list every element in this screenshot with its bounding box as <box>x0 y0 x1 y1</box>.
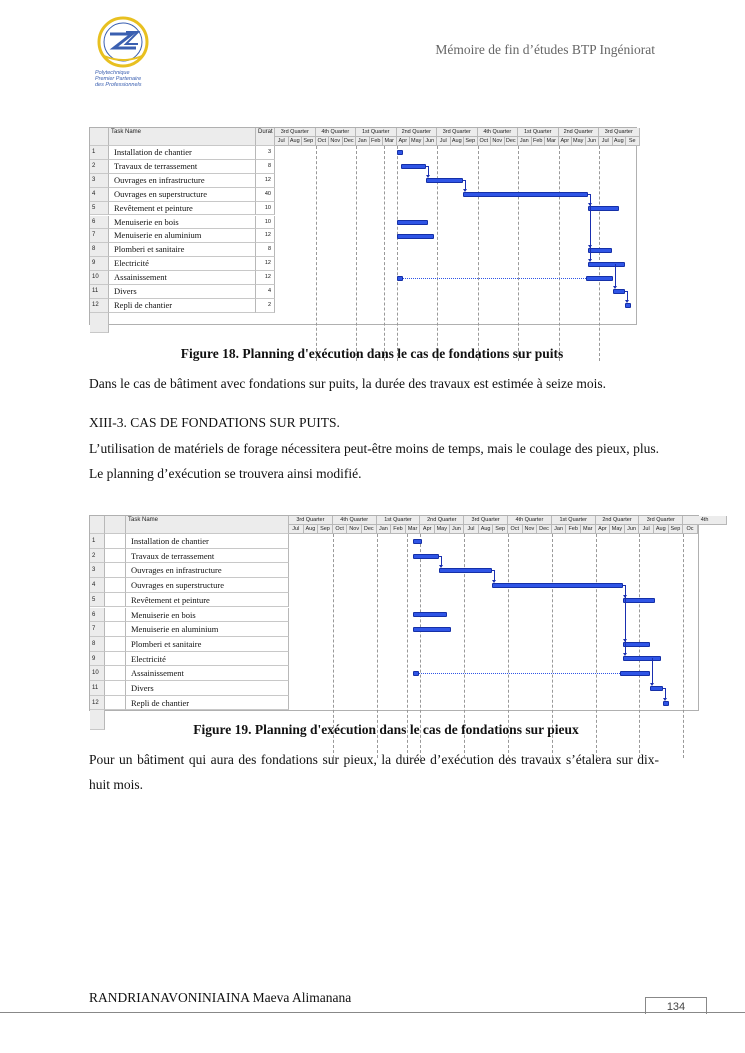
task-bar <box>650 686 663 691</box>
task-ind-cell <box>105 652 126 667</box>
task-bar <box>613 289 625 294</box>
dependency-arrow <box>463 189 467 192</box>
month-label: Sep <box>464 137 478 146</box>
task-name-cell: Ouvrages en superstructure <box>109 188 256 202</box>
task-name-cell: Revêtement et peinture <box>126 593 289 608</box>
month-label: Jul <box>639 525 654 534</box>
task-bar <box>413 627 451 632</box>
empty-row <box>90 313 109 333</box>
task-dur-cell: 10 <box>256 202 275 216</box>
month-label: Nov <box>491 137 505 146</box>
task-name-cell: Divers <box>109 285 256 299</box>
task-bar <box>588 206 619 211</box>
month-label: Aug <box>451 137 465 146</box>
task-bar <box>623 642 649 647</box>
task-name-cell: Electricité <box>109 257 256 271</box>
task-id-cell: 1 <box>90 534 105 549</box>
month-label: Aug <box>304 525 319 534</box>
quarter-label: 4th Quarter <box>478 128 519 137</box>
month-label: Se <box>626 137 640 146</box>
quarter-label: 4th Quarter <box>508 516 552 525</box>
month-label: Mar <box>406 525 421 534</box>
task-ind-cell <box>105 534 126 549</box>
quarter-gridline <box>599 146 600 361</box>
table-header-dur: Durat <box>256 128 275 146</box>
task-name-cell: Revêtement et peinture <box>109 202 256 216</box>
task-bar <box>413 612 447 617</box>
page-number: 134 <box>645 997 707 1014</box>
task-dur-cell: 10 <box>256 216 275 230</box>
month-label: Mar <box>383 137 397 146</box>
task-ind-cell <box>105 681 126 696</box>
month-label: Dec <box>505 137 519 146</box>
task-dur-cell: 40 <box>256 188 275 202</box>
quarter-gridline <box>316 146 317 361</box>
paragraph-2: L’utilisation de matériels de forage nécessitera peut-être moins de temps, mais le coulage des pieux, plus. Le planning d’exécution se trouvera ainsi modifié. <box>89 441 659 481</box>
task-name-cell: Menuiserie en bois <box>126 608 289 623</box>
month-label: Feb <box>532 137 546 146</box>
month-label: Nov <box>329 137 343 146</box>
quarter-label: 3rd Quarter <box>275 128 316 137</box>
task-id-cell: 2 <box>90 160 109 174</box>
footer-author: RANDRIANAVONINIAINA Maeva Alimanana <box>89 990 352 1005</box>
figure-19-caption: Figure 19. Planning d'exécution dans le cas de fondations sur pieux <box>193 722 579 737</box>
task-id-cell: 7 <box>90 622 105 637</box>
dependency-arrow <box>625 300 629 303</box>
task-dur-cell: 12 <box>256 257 275 271</box>
task-ind-cell <box>105 563 126 578</box>
logo-tagline: Polytechnique Premier Partenaire des Professionnels <box>95 70 142 88</box>
task-bar <box>623 656 661 661</box>
month-label: Jan <box>356 137 370 146</box>
quarter-label: 3rd Quarter <box>437 128 478 137</box>
month-label: Aug <box>654 525 669 534</box>
task-bar <box>397 234 435 239</box>
header-title: Mémoire de fin d’études BTP Ingéniorat <box>435 42 655 57</box>
month-label: Jul <box>599 137 613 146</box>
quarter-label: 3rd Quarter <box>599 128 640 137</box>
slack-line <box>403 278 586 279</box>
month-label: Oct <box>508 525 523 534</box>
task-id-cell: 3 <box>90 563 105 578</box>
paragraph-1: Dans le cas de bâtiment avec fondations sur puits, la durée des travaux est estimée à seize mois. <box>89 376 606 391</box>
month-label: Jan <box>518 137 532 146</box>
month-label: Sep <box>318 525 333 534</box>
month-label: Sep <box>493 525 508 534</box>
task-ind-cell <box>105 696 126 711</box>
month-label: Nov <box>347 525 362 534</box>
task-name-cell: Plomberi et sanitaire <box>126 637 289 652</box>
dependency-link <box>590 194 591 260</box>
task-name-cell: Assainissement <box>126 666 289 681</box>
month-label: Jul <box>289 525 304 534</box>
month-label: Dec <box>362 525 377 534</box>
quarter-gridline <box>518 146 519 361</box>
task-ind-cell <box>105 666 126 681</box>
month-label: Nov <box>523 525 538 534</box>
month-label: Feb <box>391 525 406 534</box>
task-id-cell: 4 <box>90 578 105 593</box>
task-dur-cell: 12 <box>256 271 275 285</box>
task-id-cell: 12 <box>90 696 105 711</box>
task-name-cell: Menuiserie en aluminium <box>126 622 289 637</box>
task-bar <box>426 178 462 183</box>
task-id-cell: 6 <box>90 608 105 623</box>
dependency-arrow <box>613 286 617 289</box>
task-id-cell: 9 <box>90 257 109 271</box>
task-id-cell: 6 <box>90 216 109 230</box>
task-name-cell: Divers <box>126 681 289 696</box>
task-name-cell: Repli de chantier <box>109 299 256 313</box>
month-label: Dec <box>537 525 552 534</box>
month-label: Feb <box>566 525 581 534</box>
quarter-gridline <box>356 146 357 361</box>
task-name-cell: Installation de chantier <box>126 534 289 549</box>
quarter-label: 4th Quarter <box>316 128 357 137</box>
task-name-cell: Travaux de terrassement <box>126 549 289 564</box>
quarter-label: 2nd Quarter <box>420 516 464 525</box>
task-ind-cell <box>105 637 126 652</box>
quarter-label: 3rd Quarter <box>639 516 683 525</box>
quarter-gridline <box>397 146 398 361</box>
month-label: Oct <box>478 137 492 146</box>
task-id-cell: 10 <box>90 271 109 285</box>
table-header-name: Task Name <box>109 128 256 146</box>
task-bar <box>463 192 589 197</box>
task-bar <box>492 583 623 588</box>
table-header-ind <box>105 516 126 534</box>
paragraph-3: Pour un bâtiment qui aura des fondations sur pieux, la durée d’exécution des travaux s’étalera sur dix-huit mois. <box>89 752 659 792</box>
task-name-cell: Assainissement <box>109 271 256 285</box>
quarter-label: 1st Quarter <box>377 516 421 525</box>
quarter-gridline <box>683 534 684 758</box>
task-dur-cell: 8 <box>256 243 275 257</box>
month-label: Jun <box>586 137 600 146</box>
task-id-cell: 7 <box>90 229 109 243</box>
month-label: May <box>572 137 586 146</box>
dependency-arrow <box>588 259 592 262</box>
task-bar <box>413 539 422 544</box>
quarter-label: 2nd Quarter <box>596 516 640 525</box>
month-label: Oc <box>683 525 698 534</box>
task-ind-cell <box>105 608 126 623</box>
task-name-cell: Ouvrages en superstructure <box>126 578 289 593</box>
task-id-cell: 5 <box>90 593 105 608</box>
task-id-cell: 12 <box>90 299 109 313</box>
dependency-arrow <box>439 565 443 568</box>
month-label: Apr <box>559 137 573 146</box>
task-bar <box>620 671 649 676</box>
month-label: Jan <box>377 525 392 534</box>
month-label: Jun <box>424 137 438 146</box>
task-bar <box>586 276 613 281</box>
month-label: Jul <box>437 137 451 146</box>
task-bar <box>397 150 404 155</box>
task-dur-cell: 12 <box>256 229 275 243</box>
task-name-cell: Installation de chantier <box>109 146 256 160</box>
table-header-id <box>90 128 109 146</box>
task-bar <box>625 303 631 308</box>
task-ind-cell <box>105 622 126 637</box>
task-bar <box>588 248 612 253</box>
task-bar <box>623 598 655 603</box>
quarter-gridline <box>478 146 479 361</box>
month-label: Mar <box>581 525 596 534</box>
task-bar <box>439 568 492 573</box>
task-id-cell: 5 <box>90 202 109 216</box>
task-bar <box>397 220 428 225</box>
gantt-chart-fig18 <box>89 127 637 325</box>
quarter-label: 3rd Quarter <box>464 516 508 525</box>
task-name-cell: Plomberi et sanitaire <box>109 243 256 257</box>
month-label: Apr <box>596 525 611 534</box>
month-label: Oct <box>316 137 330 146</box>
gantt-chart-fig19 <box>89 515 709 711</box>
task-id-cell: 10 <box>90 666 105 681</box>
dependency-arrow <box>623 653 627 656</box>
quarter-label: 4th Quarter <box>333 516 377 525</box>
month-label: Jul <box>464 525 479 534</box>
task-id-cell: 1 <box>90 146 109 160</box>
month-label: May <box>435 525 450 534</box>
quarter-label: 1st Quarter <box>356 128 397 137</box>
task-bar <box>588 262 624 267</box>
today-line <box>384 146 385 361</box>
task-ind-cell <box>105 578 126 593</box>
task-name-cell: Travaux de terrassement <box>109 160 256 174</box>
month-label: Dec <box>343 137 357 146</box>
quarter-label: 4th <box>683 516 727 525</box>
quarter-label: 2nd Quarter <box>397 128 438 137</box>
month-label: Aug <box>613 137 627 146</box>
task-name-cell: Menuiserie en aluminium <box>109 229 256 243</box>
month-label: Aug <box>479 525 494 534</box>
task-name-cell: Repli de chantier <box>126 696 289 711</box>
task-id-cell: 4 <box>90 188 109 202</box>
quarter-gridline <box>559 146 560 361</box>
quarter-label: 1st Quarter <box>552 516 596 525</box>
task-id-cell: 8 <box>90 243 109 257</box>
task-id-cell: 8 <box>90 637 105 652</box>
task-id-cell: 11 <box>90 681 105 696</box>
task-dur-cell: 2 <box>256 299 275 313</box>
dependency-link <box>625 585 626 655</box>
task-bar <box>413 554 439 559</box>
month-label: May <box>610 525 625 534</box>
task-dur-cell: 3 <box>256 146 275 160</box>
task-id-cell: 11 <box>90 285 109 299</box>
dependency-arrow <box>663 698 667 701</box>
dependency-arrow <box>492 580 496 583</box>
task-dur-cell: 8 <box>256 160 275 174</box>
task-name-cell: Electricité <box>126 652 289 667</box>
month-label: Jan <box>552 525 567 534</box>
task-name-cell: Ouvrages en infrastructure <box>109 174 256 188</box>
month-label: Apr <box>420 525 435 534</box>
month-label: Oct <box>333 525 348 534</box>
month-label: Jun <box>625 525 640 534</box>
dependency-arrow <box>650 683 654 686</box>
task-id-cell: 9 <box>90 652 105 667</box>
table-header-name: Task Name <box>126 516 289 534</box>
month-label: Sep <box>302 137 316 146</box>
month-label: May <box>410 137 424 146</box>
task-name-cell: Ouvrages en infrastructure <box>126 563 289 578</box>
month-label: Apr <box>397 137 411 146</box>
table-header-id <box>90 516 105 534</box>
dependency-link <box>615 264 616 288</box>
task-dur-cell: 12 <box>256 174 275 188</box>
task-id-cell: 2 <box>90 549 105 564</box>
figure-18-caption: Figure 18. Planning d'exécution dans le cas de fondations sur puits <box>180 346 564 361</box>
quarter-label: 1st Quarter <box>518 128 559 137</box>
month-label: Mar <box>545 137 559 146</box>
slack-line <box>419 673 620 674</box>
month-label: Aug <box>289 137 303 146</box>
task-name-cell: Menuiserie en bois <box>109 216 256 230</box>
task-bar <box>663 701 669 706</box>
dependency-link <box>652 658 653 683</box>
section-heading: XIII-3. CAS DE FONDATIONS SUR PUITS. <box>89 415 340 430</box>
month-label: Feb <box>370 137 384 146</box>
task-ind-cell <box>105 549 126 564</box>
task-bar <box>401 164 427 169</box>
quarter-label: 2nd Quarter <box>559 128 600 137</box>
dependency-arrow <box>426 175 430 178</box>
month-label: Jun <box>450 525 465 534</box>
task-dur-cell: 4 <box>256 285 275 299</box>
month-label: Sep <box>669 525 684 534</box>
task-id-cell: 3 <box>90 174 109 188</box>
footer-divider <box>0 1012 745 1013</box>
month-label: Jul <box>275 137 289 146</box>
task-ind-cell <box>105 593 126 608</box>
quarter-label: 3rd Quarter <box>289 516 333 525</box>
